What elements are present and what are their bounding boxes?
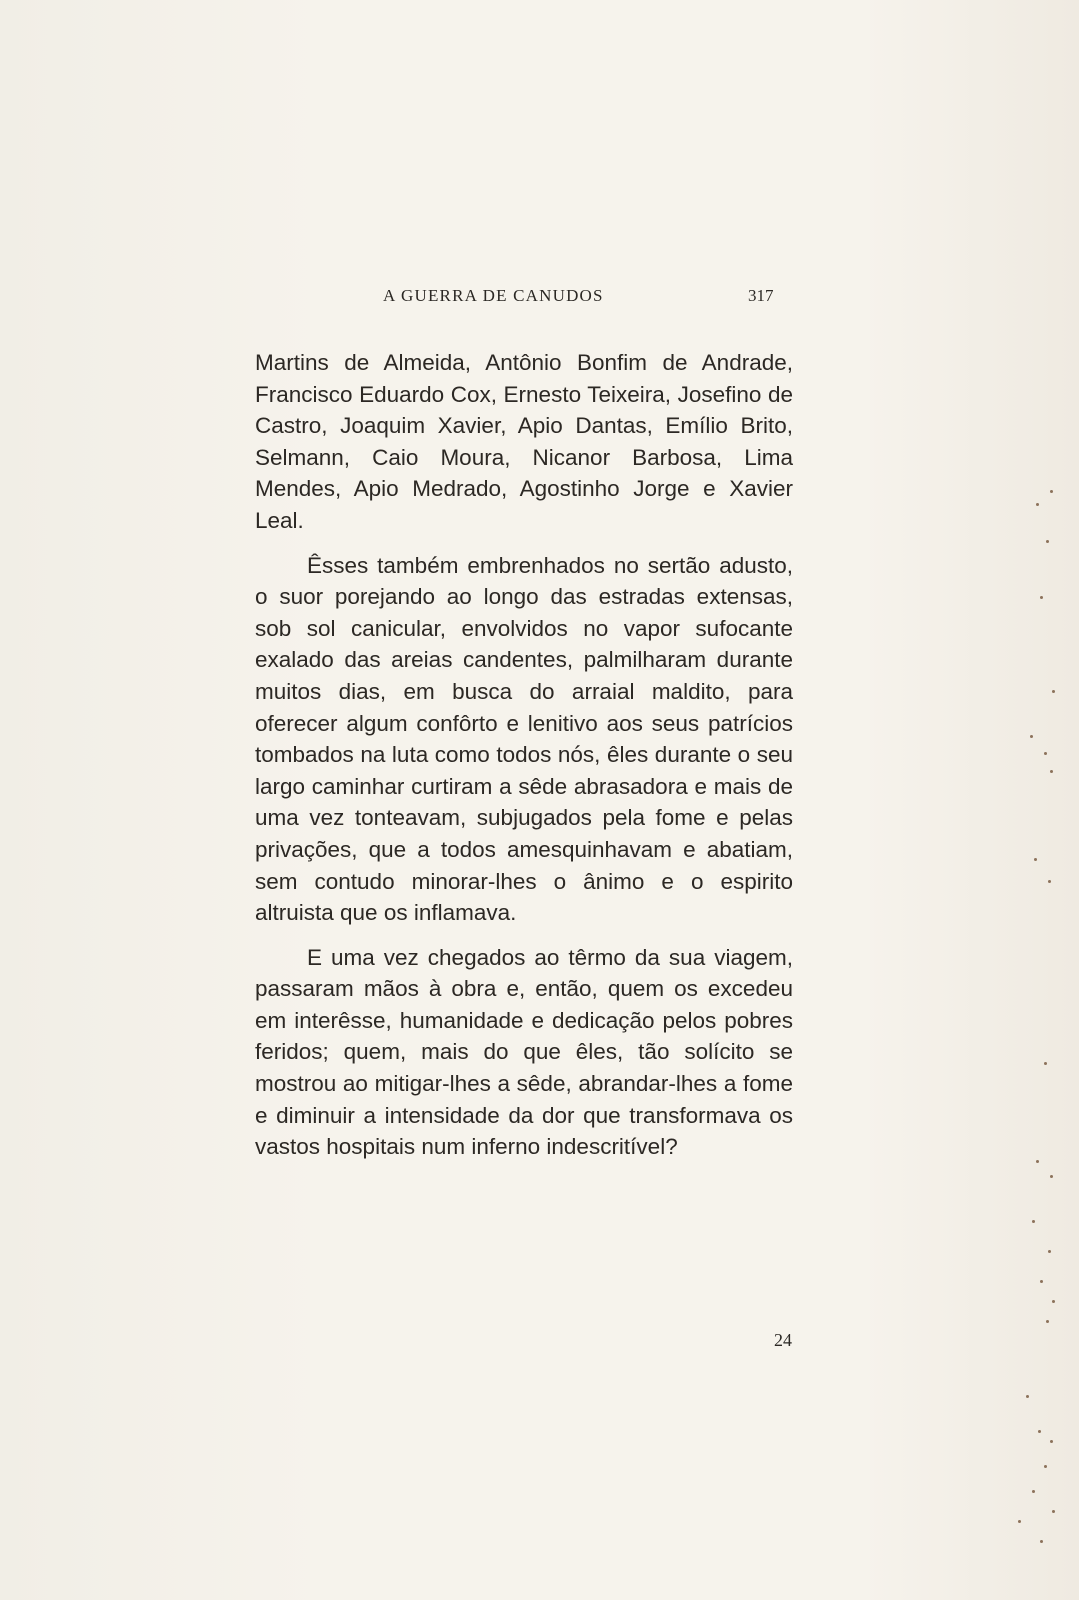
paragraph: E uma vez chegados ao têrmo da sua viagem, passaram mãos à obra e, então, quem os excedeu em interêsse, humanidade e dedicação pelos pobres feridos; quem, mais do que êles, tão solícito se mostrou ao mitigar-lhes a sêde, abrandar-lhes a fome e diminuir a intensidade da dor que transformava os vastos hospitais num inferno indescritível? — [255, 944, 793, 1160]
body-text — [255, 347, 793, 1163]
page-number: 317 — [748, 286, 774, 305]
running-title: A GUERRA DE CANUDOS — [383, 286, 604, 305]
paragraph: Martins de Almeida, Antônio Bonfim de Andrade, Francisco Eduardo Cox, Ernesto Teixeira, Josefino de Castro, Joaquim Xavier, Apio Dantas, Emílio Brito, Selmann, Caio Moura, Nicanor Barbosa, Lima Mendes, Apio Medrado, Agostinho Jorge e Xavier Leal. — [255, 350, 793, 533]
signature-mark: 24 — [774, 1330, 792, 1350]
paragraph: Êsses também embrenhados no sertão adusto, o suor porejando ao longo das estradas extensas, sob sol canicular, envolvidos no vapor sufocante exalado das areias candentes, palmilharam durante muitos dias, em busca do arraial maldito, para oferecer algum confôrto e lenitivo aos seus patrícios tombados na luta como todos nós, êles durante o seu largo caminhar curtiram a sêde abrasadora e mais de uma vez tonteavam, subjugados pela fome e pelas privações, que a todos amesquinhavam e abatiam, sem contudo minorar-lhes o ânimo e o espirito altruista que os inflamava. — [255, 552, 793, 926]
